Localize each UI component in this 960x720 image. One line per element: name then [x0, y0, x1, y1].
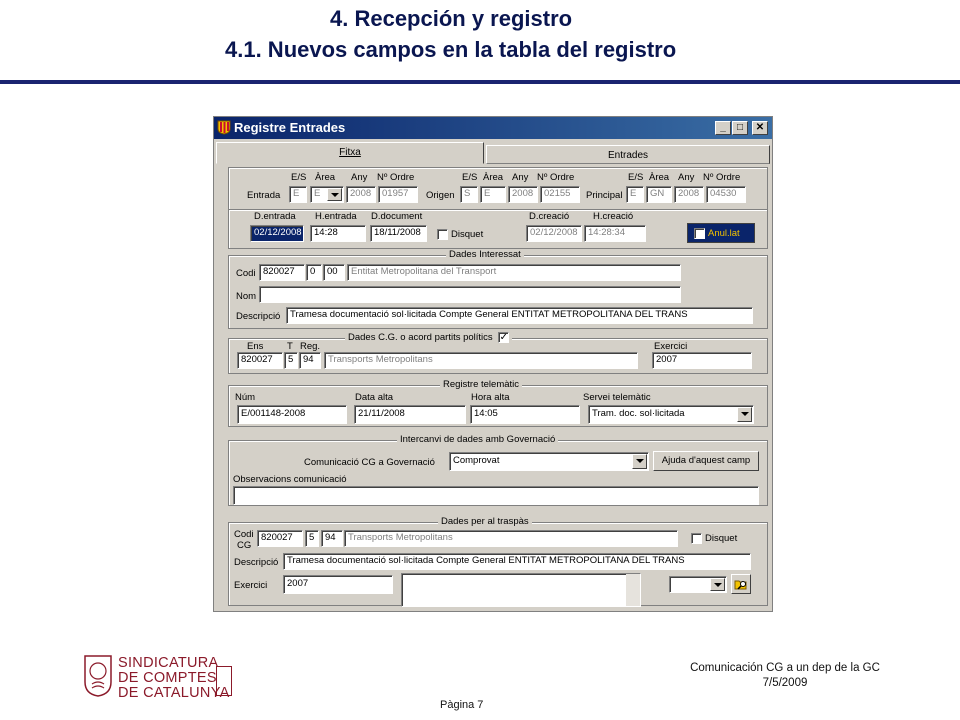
- telematic-servei-value: Tram. doc. sol·licitada: [592, 408, 685, 419]
- logo-line3: DE CATALUNYA: [118, 685, 230, 701]
- traspas-notes-area[interactable]: [401, 573, 641, 607]
- cg-legend-checkbox[interactable]: ✓: [499, 332, 508, 343]
- entrada-ordre-header: Nº Ordre: [377, 172, 415, 183]
- interessat-entitat-field[interactable]: Entitat Metropolitana del Transport: [347, 264, 681, 281]
- traspas-descripcio-field[interactable]: Tramesa documentació sol·licitada Compte General ENTITAT METROPOLITANA DEL TRANS: [283, 553, 751, 570]
- maximize-button[interactable]: □: [732, 121, 748, 135]
- traspas-notes-scrollbar[interactable]: [626, 574, 640, 606]
- traspas-exercici-label: Exercici: [234, 580, 268, 591]
- principal-any-header: Any: [678, 172, 695, 183]
- chevron-down-icon[interactable]: [327, 188, 342, 201]
- traspas-group: [228, 516, 768, 606]
- principal-area-header: Àrea: [649, 172, 670, 183]
- cg-reg-field[interactable]: 94: [299, 352, 321, 369]
- slide-title-line1: 4. Recepción y registro: [330, 6, 573, 31]
- origen-area-header: Àrea: [483, 172, 504, 183]
- hentrada-label: H.entrada: [315, 211, 357, 222]
- principal-es-field[interactable]: E: [626, 186, 644, 203]
- cg-legend: [345, 332, 512, 343]
- principal-ordre-header: Nº Ordre: [703, 172, 741, 183]
- disquet-label: Disquet: [451, 229, 484, 240]
- hcreacio-field[interactable]: 14:28:34: [584, 225, 646, 242]
- traspas-disquet-checkbox[interactable]: [691, 533, 702, 544]
- telematic-servei-label: Servei telemàtic: [583, 392, 651, 403]
- origen-ordre-header: Nº Ordre: [537, 172, 575, 183]
- telematic-data-alta-field[interactable]: 21/11/2008: [354, 405, 466, 424]
- traspas-nom-field[interactable]: Transports Metropolitans: [344, 530, 678, 547]
- anulat-checkbox[interactable]: [694, 228, 705, 239]
- dates-group: [228, 209, 768, 249]
- intercanvi-legend: Intercanvi de dades amb Governació: [397, 434, 558, 445]
- traspas-exercici-field[interactable]: 2007: [283, 575, 393, 594]
- interessat-nom-label: Nom: [236, 291, 257, 302]
- tab-entrades-label: Entrades: [607, 150, 649, 161]
- interessat-codi3-field[interactable]: 00: [323, 264, 345, 281]
- cg-t-label: T: [287, 341, 293, 352]
- interessat-group: [228, 249, 768, 329]
- logo-emblem: [216, 666, 232, 696]
- entrada-any-header: Any: [351, 172, 368, 183]
- interessat-descripcio-field[interactable]: Tramesa documentació sol·licitada Compte General ENTITAT METROPOLITANA DEL TRANS: [286, 307, 753, 324]
- traspas-disquet-label: Disquet: [705, 533, 738, 544]
- interessat-codi1-field[interactable]: 820027: [259, 264, 305, 281]
- tab-fitxa-label: Fitxa: [339, 147, 361, 158]
- entrada-area-combo[interactable]: [310, 186, 344, 203]
- intercanvi-group: [228, 434, 768, 506]
- folder-search-button[interactable]: [731, 574, 751, 594]
- catalonia-shield-icon: [217, 120, 231, 135]
- footer-right-line1: Comunicación CG a un dep de la GC: [690, 662, 880, 674]
- cg-legend-text: Dades C.G. o acord partits polítics: [348, 332, 493, 344]
- origen-es-header: E/S: [462, 172, 478, 183]
- principal-area-field[interactable]: GN: [646, 186, 672, 203]
- entrada-es-field[interactable]: E: [289, 186, 307, 203]
- principal-ordre-field[interactable]: 04530: [706, 186, 746, 203]
- chevron-down-icon[interactable]: [710, 578, 725, 591]
- ddocument-label: D.document: [371, 211, 423, 222]
- telematic-hora-alta-label: Hora alta: [471, 392, 510, 403]
- disquet-checkbox[interactable]: [437, 229, 448, 240]
- traspas-codi-label: Codi: [234, 529, 254, 540]
- cg-nom-field[interactable]: Transports Metropolitans: [324, 352, 638, 369]
- intercanvi-comunicacio-value: Comprovat: [453, 455, 500, 466]
- telematic-hora-alta-field[interactable]: 14:05: [470, 405, 580, 424]
- origen-area-field[interactable]: E: [480, 186, 506, 203]
- minimize-button[interactable]: _: [715, 121, 731, 135]
- tab-fitxa[interactable]: [216, 142, 484, 164]
- entrada-area-header: Àrea: [315, 172, 336, 183]
- entrada-ordre-field[interactable]: 01957: [378, 186, 418, 203]
- telematic-data-alta-label: Data alta: [355, 392, 394, 403]
- ajuda-button[interactable]: Ajuda d'aquest camp: [653, 451, 759, 471]
- traspas-codi-label-cg: CG: [237, 540, 252, 551]
- window-title: Registre Entrades: [234, 120, 346, 135]
- interessat-codi2-field[interactable]: 0: [306, 264, 322, 281]
- telematic-servei-combo[interactable]: [588, 405, 754, 424]
- telematic-num-label: Núm: [235, 392, 256, 403]
- entrada-any-field[interactable]: 2008: [346, 186, 376, 203]
- chevron-down-icon[interactable]: [737, 407, 752, 422]
- ddocument-field[interactable]: 18/11/2008: [370, 225, 427, 242]
- entrada-es-header: E/S: [291, 172, 307, 183]
- sindicatura-seal-icon: [83, 654, 113, 698]
- intercanvi-observacions-label: Observacions comunicació: [233, 474, 347, 485]
- dentrada-field[interactable]: 02/12/2008: [250, 225, 304, 242]
- page-number: Pàgina 7: [440, 699, 484, 711]
- tab-entrades[interactable]: [486, 145, 770, 164]
- principal-any-field[interactable]: 2008: [674, 186, 704, 203]
- anulat-label: Anul.lat: [708, 228, 740, 239]
- logo-line2: DE COMPTES: [118, 670, 217, 686]
- dentrada-label: D.entrada: [254, 211, 296, 222]
- close-button[interactable]: ✕: [752, 121, 768, 135]
- principal-label: Principal: [586, 190, 623, 201]
- intercanvi-comunicacio-combo[interactable]: [449, 452, 649, 471]
- interessat-descripcio-label: Descripció: [236, 311, 281, 322]
- folder-search-icon: [734, 577, 748, 591]
- anulat-toggle[interactable]: [687, 223, 755, 243]
- sindicatura-logo-text: [118, 656, 230, 701]
- intercanvi-observacions-field[interactable]: [233, 486, 759, 505]
- dcreacio-label: D.creació: [529, 211, 570, 222]
- entrada-label: Entrada: [247, 190, 281, 201]
- footer-right-line2: 7/5/2009: [762, 677, 808, 689]
- cg-reg-label: Reg.: [300, 341, 321, 352]
- cg-ens-label: Ens: [247, 341, 264, 352]
- cg-exercici-field[interactable]: 2007: [652, 352, 752, 369]
- chevron-down-icon[interactable]: [632, 454, 647, 469]
- origen-ordre-field[interactable]: 02155: [540, 186, 580, 203]
- dcreacio-field[interactable]: 02/12/2008: [526, 225, 582, 242]
- interessat-legend: Dades Interessat: [446, 249, 524, 260]
- origen-any-header: Any: [512, 172, 529, 183]
- title-divider: [0, 80, 960, 84]
- origen-es-field[interactable]: S: [460, 186, 478, 203]
- traspas-codi2-field[interactable]: 5: [305, 530, 319, 547]
- cg-ens-field[interactable]: 820027: [237, 352, 283, 369]
- logo-line1: SINDICATURA: [118, 655, 219, 671]
- traspas-codi1-field[interactable]: 820027: [257, 530, 303, 547]
- hentrada-field[interactable]: 14:28: [310, 225, 366, 242]
- hcreacio-label: H.creació: [593, 211, 634, 222]
- telematic-group: [228, 379, 768, 427]
- principal-es-header: E/S: [628, 172, 644, 183]
- traspas-legend: Dades per al traspàs: [438, 516, 532, 527]
- window-titlebar[interactable]: [214, 117, 772, 139]
- cg-group: [228, 332, 768, 374]
- slide-title-line2: 4.1. Nuevos campos en la tabla del registro: [225, 37, 677, 62]
- header-group: [228, 167, 768, 210]
- intercanvi-comunicacio-label: Comunicació CG a Governació: [304, 457, 435, 468]
- origen-any-field[interactable]: 2008: [508, 186, 538, 203]
- telematic-legend: Registre telemàtic: [440, 379, 522, 390]
- traspas-descripcio-label: Descripció: [234, 557, 279, 568]
- telematic-num-field[interactable]: E/001148-2008: [237, 405, 347, 424]
- registre-entrades-window: [213, 116, 773, 612]
- traspas-codi3-field[interactable]: 94: [321, 530, 343, 547]
- interessat-codi-label: Codi: [236, 268, 256, 279]
- cg-t-field[interactable]: 5: [284, 352, 298, 369]
- origen-label: Origen: [426, 190, 455, 201]
- traspas-extra-combo[interactable]: [669, 576, 727, 593]
- entrada-area-value: E: [314, 188, 321, 199]
- interessat-nom-field[interactable]: [259, 286, 681, 303]
- cg-exercici-label: Exercici: [654, 341, 688, 352]
